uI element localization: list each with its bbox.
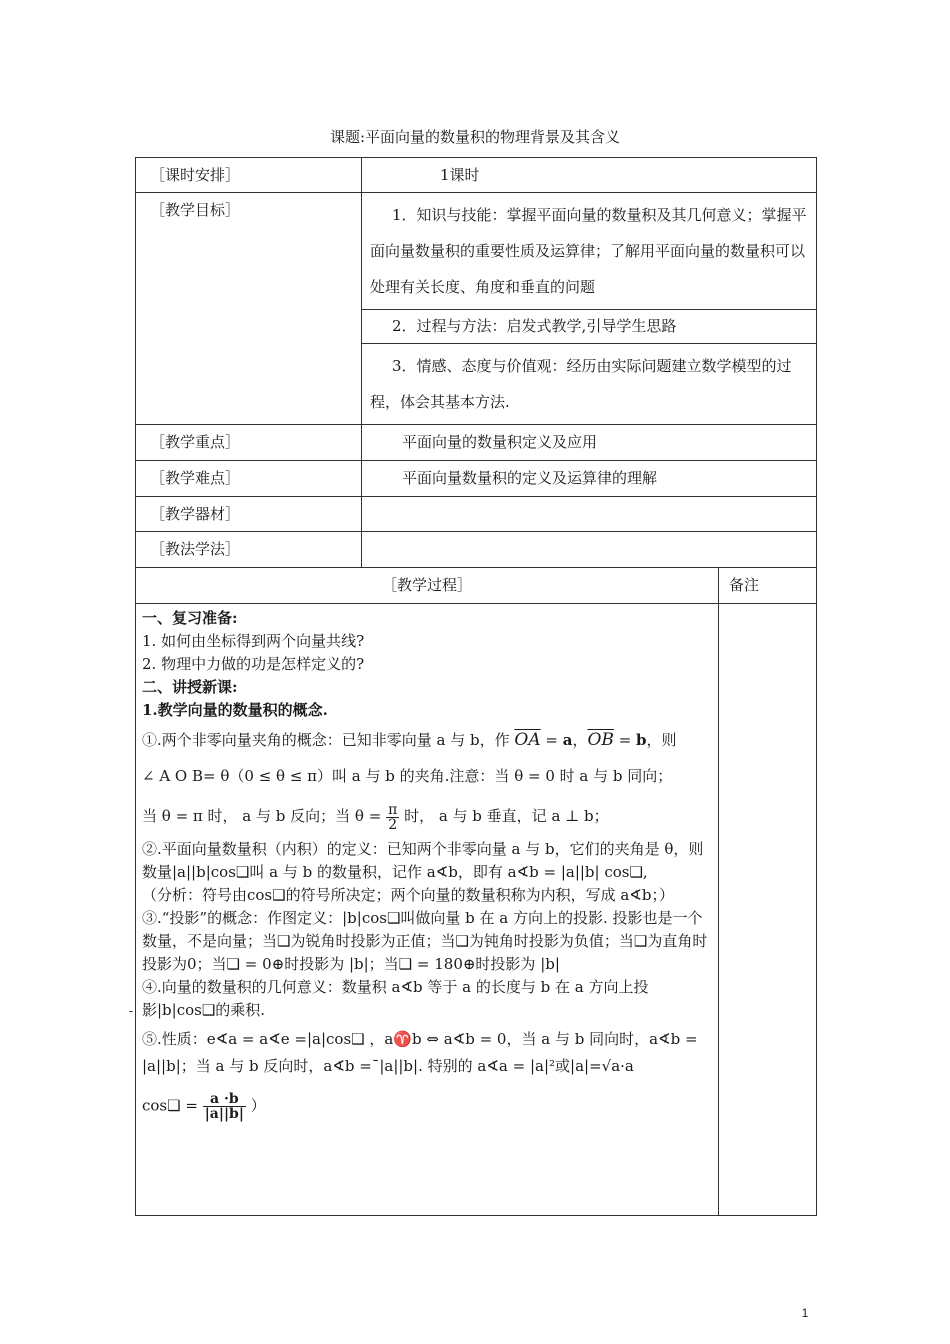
section-new-lesson: 二、讲授新课: <box>142 678 238 696</box>
angle-cases-text-b: 时， a 与 b 垂直，记 a ⊥ b； <box>404 807 609 825</box>
fraction-pi-over-2 <box>386 803 399 832</box>
para-cos-formula <box>142 1092 712 1121</box>
equipment-value <box>362 497 817 532</box>
difficulties-label: ［教学难点］ <box>136 461 362 497</box>
para-angle-text-a: ①.两个非零向量夹角的概念：已知非零向量 a 与 b，作 <box>142 731 510 749</box>
vector-ob: $\overline{OB}$ <box>587 730 614 750</box>
cos-frac-num: a ·b <box>203 1092 246 1107</box>
vector-oa: $\overline{OA}$ <box>514 730 541 750</box>
methods-value <box>362 532 817 568</box>
row-process-header <box>136 568 817 604</box>
process-content <box>136 604 719 1216</box>
goals-label: ［教学目标］ <box>136 193 362 425</box>
process-header: ［教学过程］ <box>136 568 719 604</box>
frac-den: 2 <box>388 816 398 833</box>
para-geometric-meaning: ④.向量的数量积的几何意义：数量积 a∢b 等于 a 的长度与 b 在 a 方向上投影|b|cos❑的乘积. <box>142 978 649 1019</box>
para-angle-text-b: ，则 <box>646 731 677 749</box>
notes-column <box>719 604 817 1216</box>
para-angle-range: ∠ A O B= θ（0 ≤ θ ≤ π）叫 a 与 b 的夹角.注意：当 θ = 0 时 a 与 b 同向； <box>142 767 673 785</box>
cos-frac-den: |a||b| <box>204 1106 244 1122</box>
section-concept: 1.教学向量的数量积的概念. <box>142 701 328 719</box>
row-schedule <box>136 158 817 193</box>
row-difficulties <box>136 461 817 497</box>
para-dot-product-note: （分析：符号由cos❑的符号所决定；两个向量的数量积称为内积，写成 a∢b；） <box>142 886 674 904</box>
review-question-1: 1. 如何由坐标得到两个向量共线? <box>142 632 365 650</box>
schedule-label: ［课时安排］ <box>136 158 362 193</box>
key-points-value: 平面向量的数量积定义及应用 <box>362 425 817 461</box>
methods-label: ［教法学法］ <box>136 532 362 568</box>
difficulties-value: 平面向量数量积的定义及运算律的理解 <box>362 461 817 497</box>
goal-item-2: 2．过程与方法：启发式教学,引导学生思路 <box>362 310 817 344</box>
para-angle-def: ①.两个非零向量夹角的概念：已知非零向量 a 与 b，作 $\overline{OA} = a$，$\overline{OB} = b$，则 <box>142 730 677 750</box>
section-review: 一、复习准备: <box>142 609 238 627</box>
para-properties-2: |a||b|；当 a 与 b 反向时，a∢b =ˉ|a||b|. 特别的 a∢a = |a|²或|a|=√a·a <box>142 1057 634 1075</box>
para-dot-product-def: ②.平面向量数量积（内积）的定义：已知两个非零向量 a 与 b，它们的夹角是 θ，则数量|a||b|cos❑叫 a 与 b 的数量积，记作 a∢b，即有 a∢b = |a||b| cos❑, <box>142 840 704 881</box>
angle-cases-text-a: 当 θ = π 时， a 与 b 反向；当 θ = <box>142 807 382 825</box>
row-key-points <box>136 425 817 461</box>
row-process-body <box>136 604 817 1216</box>
notes-header: 备注 <box>719 568 817 604</box>
lesson-plan-table <box>135 157 817 1216</box>
para-properties-1: ⑤.性质：e∢a = a∢e =|a|cos❑ ，a♈b ⇔ a∢b = 0，当 a 与 b 同向时，a∢b = <box>142 1030 698 1048</box>
page-number: 1 <box>801 1306 809 1320</box>
row-goal-1 <box>136 193 817 310</box>
para-projection: ③.“投影”的概念：作图定义：|b|cos❑叫做向量 b 在 a 方向上的投影. 投影也是一个数量，不是向量；当❑为锐角时投影为正值；当❑为钝角时投影为负值；当❑为直角时投影为0；当❑ = 0⊕时投影为 |b|；当❑ = 180⊕时投影为 |b| <box>142 909 708 973</box>
margin-mark: ˉ <box>128 1009 134 1023</box>
goal-item-1: 1．知识与技能：掌握平面向量的数量积及其几何意义；掌握平面向量数量积的重要性质及运算律；了解用平面向量的数量积可以处理有关长度、角度和垂直的问题 <box>362 193 817 310</box>
cos-formula-close: ） <box>250 1096 266 1115</box>
equipment-label: ［教学器材］ <box>136 497 362 532</box>
para-angle-cases <box>142 794 712 838</box>
cos-formula-text: cos❑ = <box>142 1096 198 1115</box>
key-points-label: ［教学重点］ <box>136 425 362 461</box>
row-methods <box>136 532 817 568</box>
goal-item-3: 3．情感、态度与价值观：经历由实际问题建立数学模型的过程，体会其基本方法. <box>362 344 817 425</box>
page-title: 课题:平面向量的数量积的物理背景及其含义 <box>329 128 621 146</box>
fraction-cos <box>203 1092 246 1121</box>
row-equipment <box>136 497 817 532</box>
schedule-value: 1课时 <box>362 158 817 193</box>
frac-num: π <box>388 801 398 818</box>
review-question-2: 2. 物理中力做的功是怎样定义的? <box>142 655 365 673</box>
